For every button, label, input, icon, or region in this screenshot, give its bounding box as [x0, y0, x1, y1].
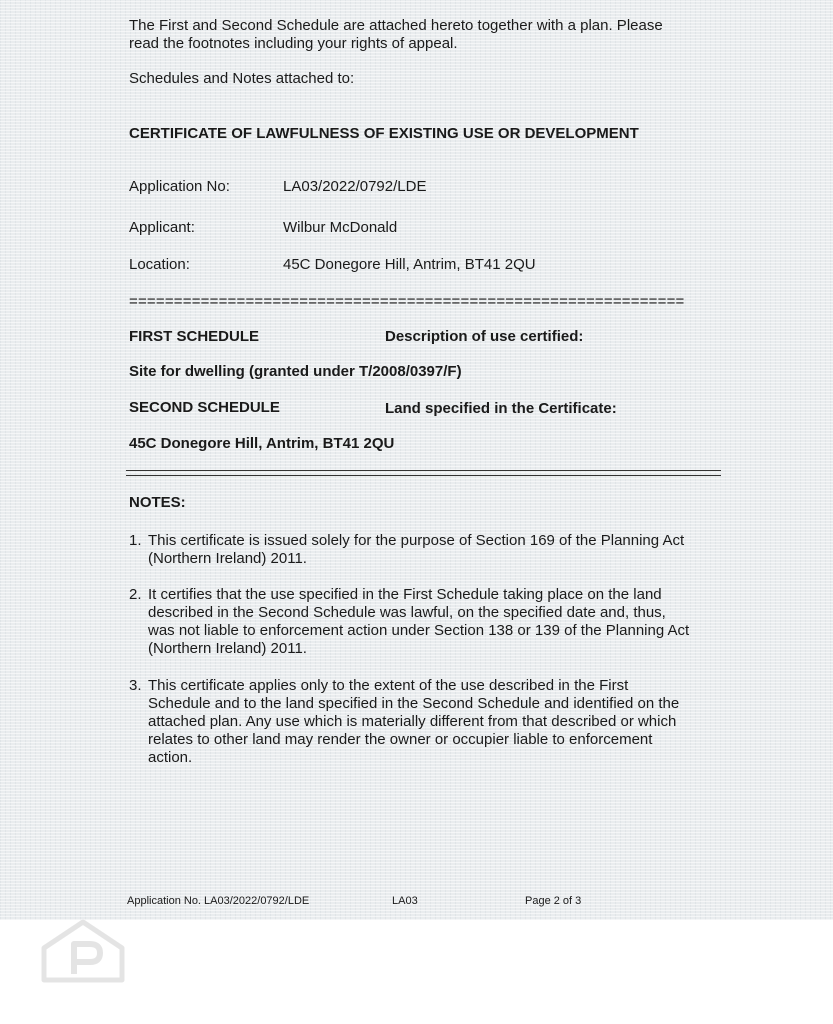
note-item [129, 586, 729, 658]
note-text: This certificate applies only to the extent of the use described in the First Schedule and to the land specified in the Second Schedule and identified on the attached plan. Any use which is materially different from that described or which relates to other land may render the owner or occupier liable to enforcement action. [148, 677, 680, 766]
location-value: 45C Donegore Hill, Antrim, BT41 2QU [283, 256, 536, 273]
footer-page: Page 2 of 3 [525, 895, 582, 907]
intro-line-1: The First and Second Schedule are attached hereto together with a plan. Please [129, 17, 663, 34]
first-schedule-heading: Description of use certified: [385, 328, 584, 345]
note-number: 2. [129, 586, 142, 603]
application-label: Application No: [129, 178, 230, 195]
note-number: 3. [129, 677, 142, 694]
footer-code: LA03 [392, 895, 418, 907]
note-item [129, 677, 729, 767]
second-schedule-heading: Land specified in the Certificate: [385, 400, 617, 417]
note-text: This certificate is issued solely for the purpose of Section 169 of the Planning Act (Northern Ireland) 2011. [148, 532, 685, 567]
schedules-line: Schedules and Notes attached to: [129, 70, 355, 87]
second-schedule-value: 45C Donegore Hill, Antrim, BT41 2QU [129, 435, 395, 452]
note-item [129, 532, 729, 568]
application-value: LA03/2022/0792/LDE [283, 178, 427, 195]
location-label: Location: [129, 256, 190, 273]
first-schedule-value: Site for dwelling (granted under T/2008/0397/F) [129, 363, 462, 380]
separator-line: ============================================================== [129, 293, 685, 310]
applicant-label: Applicant: [129, 219, 195, 236]
rule-upper [126, 470, 721, 471]
house-p-logo-icon [40, 918, 126, 984]
note-number: 1. [129, 532, 142, 549]
first-schedule-label: FIRST SCHEDULE [129, 328, 260, 345]
certificate-title: CERTIFICATE OF LAWFULNESS OF EXISTING USE OR DEVELOPMENT [129, 125, 639, 142]
note-text: It certifies that the use specified in the First Schedule taking place on the land described in the Second Schedule was lawful, on the specified date and, thus, was not liable to enforcement action under Section 138 or 139 of the Planning Act (Northern Ireland) 2011. [148, 586, 690, 657]
notes-heading: NOTES: [129, 494, 186, 511]
rule-lower [126, 475, 721, 476]
footer-application: Application No. LA03/2022/0792/LDE [127, 895, 310, 907]
intro-line-2: read the footnotes including your rights of appeal. [129, 35, 458, 52]
second-schedule-label: SECOND SCHEDULE [129, 399, 280, 416]
applicant-value: Wilbur McDonald [283, 219, 398, 236]
